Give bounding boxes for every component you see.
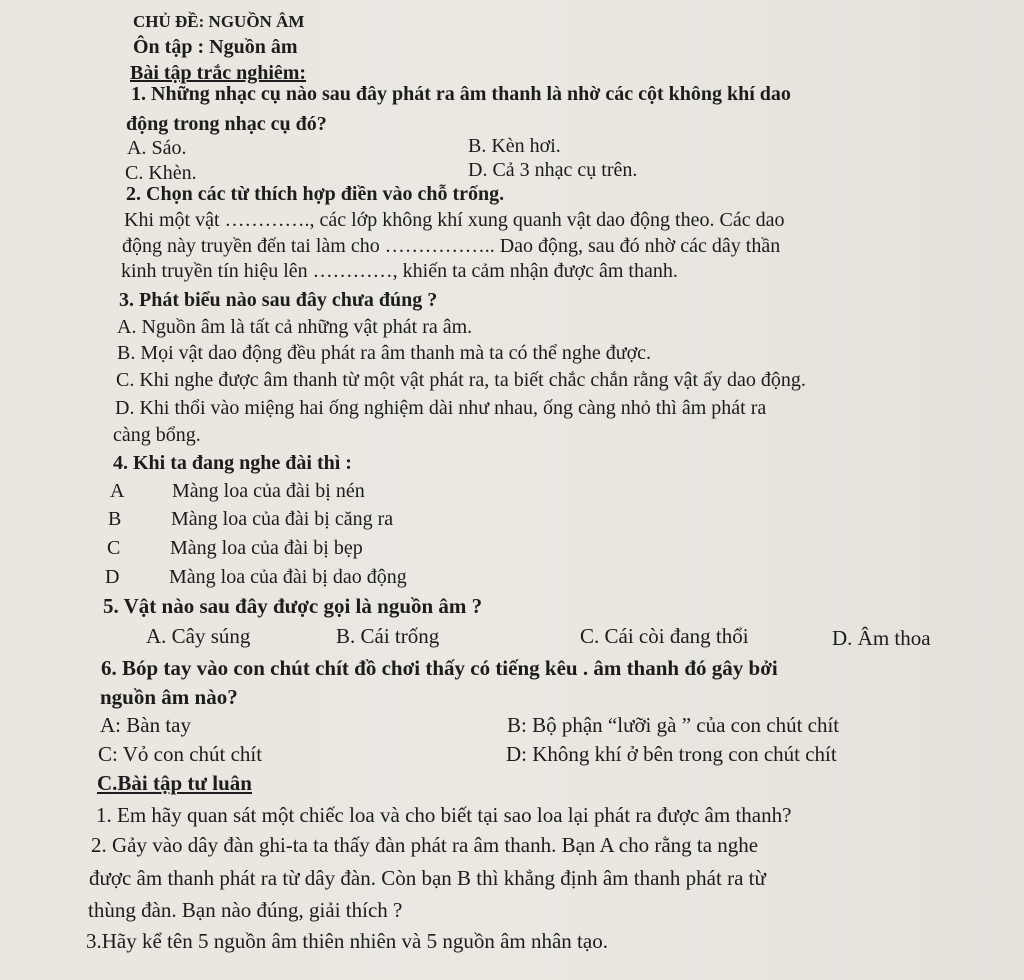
q3-option-a: A. Nguồn âm là tất cả những vật phát ra âm. xyxy=(117,316,473,338)
q4-title: 4. Khi ta đang nghe đài thì : xyxy=(113,452,352,474)
q1-option-a: A. Sáo. xyxy=(127,137,187,159)
q6-option-c: C: Vỏ con chút chít xyxy=(98,742,263,766)
q5-option-c: C. Cái còi đang thổi xyxy=(580,624,749,648)
q2-line1: Khi một vật …………., các lớp không khí xung quanh vật dao động theo. Các dao xyxy=(124,209,785,231)
q4-option-c-letter: C xyxy=(107,537,121,559)
q5-option-a: A. Cây súng xyxy=(146,624,251,648)
q5-option-d: D. Âm thoa xyxy=(832,626,931,650)
q1-option-c: C. Khèn. xyxy=(125,162,197,184)
q4-option-a-letter: A xyxy=(110,480,125,502)
essay-q2-line3: thùng đàn. Bạn nào đúng, giải thích ? xyxy=(88,898,403,922)
q4-option-b-letter: B xyxy=(108,508,122,530)
essay-heading: C.Bài tập tư luân xyxy=(97,771,252,795)
essay-q2-line1: 2. Gảy vào dây đàn ghi-ta ta thấy đàn phát ra âm thanh. Bạn A cho rằng ta nghe xyxy=(91,833,759,857)
q1-line1: 1. Những nhạc cụ nào sau đây phát ra âm thanh là nhờ các cột không khí dao xyxy=(131,83,791,105)
q6-line2: nguồn âm nào? xyxy=(100,685,238,709)
q1-option-b: B. Kèn hơi. xyxy=(468,135,561,157)
multiple-choice-heading: Bài tập trắc nghiêm: xyxy=(130,62,307,84)
q2-title: 2. Chọn các từ thích hợp điền vào chỗ trống. xyxy=(126,183,505,205)
topic-heading: CHỦ ĐỀ: NGUỒN ÂM xyxy=(133,12,305,31)
q5-option-b: B. Cái trống xyxy=(336,624,440,648)
q4-option-d-text: Màng loa của đài bị dao động xyxy=(169,566,407,588)
q3-option-c: C. Khi nghe được âm thanh từ một vật phát ra, ta biết chắc chắn rằng vật ấy dao động. xyxy=(116,369,806,391)
q4-option-b-text: Màng loa của đài bị căng ra xyxy=(171,508,394,530)
q6-option-a: A: Bàn tay xyxy=(100,713,191,737)
q4-option-d-letter: D xyxy=(105,566,120,588)
q1-option-d: D. Cả 3 nhạc cụ trên. xyxy=(468,159,638,181)
q3-title: 3. Phát biểu nào sau đây chưa đúng ? xyxy=(119,289,438,311)
q3-option-d-line1: D. Khi thổi vào miệng hai ống nghiệm dài như nhau, ống càng nhỏ thì âm phát ra xyxy=(115,397,767,419)
q6-line1: 6. Bóp tay vào con chút chít đồ chơi thấy có tiếng kêu . âm thanh đó gây bởi xyxy=(101,656,778,680)
q5-title: 5. Vật nào sau đây được gọi là nguồn âm ? xyxy=(103,594,483,618)
q3-option-b: B. Mọi vật dao động đều phát ra âm thanh mà ta có thể nghe được. xyxy=(117,342,652,364)
q4-option-c-text: Màng loa của đài bị bẹp xyxy=(170,537,363,559)
q3-option-d-line2: càng bổng. xyxy=(113,424,201,446)
q1-line2: động trong nhạc cụ đó? xyxy=(126,113,327,135)
q2-line2: động này truyền đến tai làm cho …………….. Dao động, sau đó nhờ các dây thần xyxy=(122,235,781,257)
essay-q2-line2: được âm thanh phát ra từ dây đàn. Còn bạn B thì khẳng định âm thanh phát ra từ xyxy=(89,866,766,890)
q4-option-a-text: Màng loa của đài bị nén xyxy=(172,480,365,502)
essay-q1: 1. Em hãy quan sát một chiếc loa và cho biết tại sao loa lại phát ra được âm thanh? xyxy=(96,803,792,827)
q6-option-b: B: Bộ phận “lưỡi gà ” của con chút chít xyxy=(507,713,840,737)
review-title: Ôn tập : Nguồn âm xyxy=(133,36,298,58)
q6-option-d: D: Không khí ở bên trong con chút chít xyxy=(506,742,837,766)
essay-q3: 3.Hãy kể tên 5 nguồn âm thiên nhiên và 5 nguồn âm nhân tạo. xyxy=(86,929,608,953)
q2-line3: kinh truyền tín hiệu lên …………, khiến ta cảm nhận được âm thanh. xyxy=(121,260,678,282)
